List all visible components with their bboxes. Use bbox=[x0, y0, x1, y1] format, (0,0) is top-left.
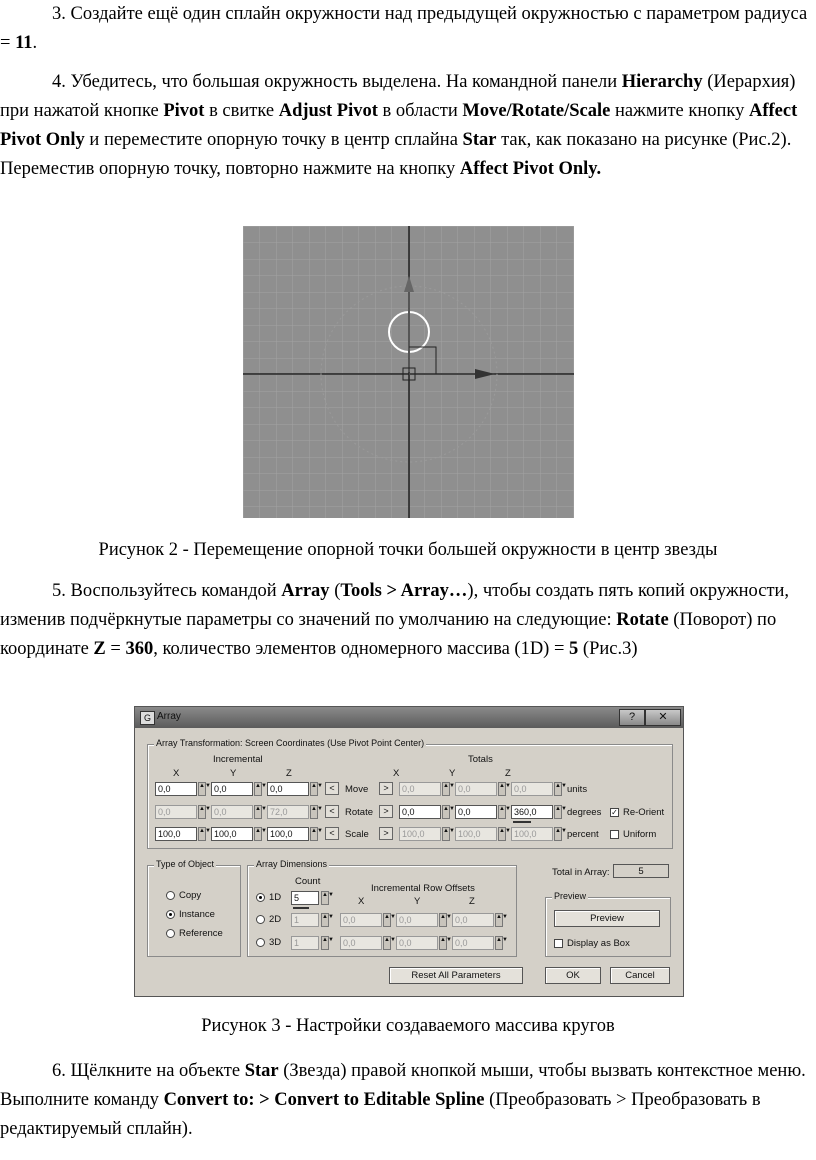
reorient-label: Re-Orient bbox=[623, 807, 665, 818]
scale-tot-y-spinner[interactable]: ▲▼ bbox=[498, 827, 506, 841]
scale-inc-z-field[interactable]: 100,0 bbox=[267, 827, 309, 841]
ok-button[interactable]: OK bbox=[545, 967, 601, 984]
dim-1d-radio[interactable] bbox=[256, 893, 265, 902]
dim-2d-label: 2D bbox=[269, 914, 282, 925]
rot-tot-y-field[interactable]: 0,0 bbox=[455, 805, 497, 819]
rot-tot-z-field[interactable]: 360,0 bbox=[511, 805, 553, 819]
para6-text-3: (Преобразовать > Преобразовать в редактируемый сплайн). bbox=[0, 1090, 761, 1139]
para5-rotate: Rotate bbox=[616, 610, 669, 630]
offset-3d-x-spinner[interactable]: ▲▼ bbox=[383, 936, 391, 950]
offset-3d-z-spinner[interactable]: ▲▼ bbox=[495, 936, 503, 950]
para5-z: Z bbox=[93, 639, 106, 659]
off-z-header: Z bbox=[469, 896, 475, 907]
incremental-label: Incremental bbox=[213, 754, 263, 765]
para4-hierarchy: Hierarchy bbox=[621, 72, 703, 92]
para4-text-2: (Иерархия) при нажатой кнопке bbox=[0, 72, 796, 121]
totals-label: Totals bbox=[468, 754, 493, 765]
offset-2d-x-spinner[interactable]: ▲▼ bbox=[383, 913, 391, 927]
count-1d-field[interactable]: 5 bbox=[291, 891, 319, 905]
tot-z-header: Z bbox=[505, 768, 511, 779]
para3-text-1: 3. Создайте ещё один сплайн окружности над предыдущей окружностью с параметром радиуса = bbox=[0, 4, 808, 53]
offset-3d-x-field[interactable]: 0,0 bbox=[340, 936, 382, 950]
type-legend: Type of Object bbox=[156, 859, 215, 869]
dim-3d-label: 3D bbox=[269, 937, 282, 948]
count-1d-spinner[interactable]: ▲▼ bbox=[321, 891, 329, 905]
scale-tot-z-field[interactable]: 100,0 bbox=[511, 827, 553, 841]
move-tot-x-field[interactable]: 0,0 bbox=[399, 782, 441, 796]
uniform-label: Uniform bbox=[623, 829, 657, 840]
para4-affect-pivot-only: Affect Pivot Only bbox=[0, 101, 798, 150]
rot-inc-x-field[interactable]: 0,0 bbox=[155, 805, 197, 819]
off-x-header: X bbox=[358, 896, 365, 907]
paragraph-step-5 bbox=[0, 577, 812, 664]
inc-z-header: Z bbox=[286, 768, 292, 779]
count-2d-spinner[interactable]: ▲▼ bbox=[321, 913, 329, 927]
offset-2d-x-field[interactable]: 0,0 bbox=[340, 913, 382, 927]
move-tot-y-spinner[interactable]: ▲▼ bbox=[498, 782, 506, 796]
dim-1d-label: 1D bbox=[269, 892, 282, 903]
move-tot-x-spinner[interactable]: ▲▼ bbox=[442, 782, 450, 796]
para5-text-7: (Рис.3) bbox=[578, 639, 638, 659]
rot-tot-y-spinner[interactable]: ▲▼ bbox=[498, 805, 506, 819]
close-button[interactable]: ✕ bbox=[645, 709, 681, 726]
scale-right-arrow[interactable]: > bbox=[379, 827, 393, 840]
caption-figure-3: Рисунок 3 - Настройки создаваемого массива кругов bbox=[201, 1016, 615, 1036]
para4-move-rotate-scale: Move/Rotate/Scale bbox=[462, 101, 611, 121]
transform-legend: Array Transformation: Screen Coordinates (Use Pivot Point Center) bbox=[156, 738, 425, 748]
para4-affect-pivot-only-2: Affect Pivot Only. bbox=[459, 159, 602, 179]
offset-2d-z-field[interactable]: 0,0 bbox=[452, 913, 494, 927]
para6-text-2: (Звезда) правой кнопкой мыши, чтобы вызвать контекстное меню. Выполните команду bbox=[0, 1061, 806, 1110]
scale-inc-x-field[interactable]: 100,0 bbox=[155, 827, 197, 841]
paragraph-step-6 bbox=[0, 1057, 812, 1144]
units-label: units bbox=[567, 784, 588, 795]
count-1d-underline bbox=[293, 907, 309, 909]
dialog-title: Array bbox=[157, 711, 181, 722]
move-tot-y-field[interactable]: 0,0 bbox=[455, 782, 497, 796]
tot-y-header: Y bbox=[449, 768, 456, 779]
move-inc-y-spinner[interactable]: ▲▼ bbox=[254, 782, 262, 796]
rotate-right-arrow[interactable]: > bbox=[379, 805, 393, 818]
viewport-figure bbox=[243, 226, 574, 518]
rot-tot-x-spinner[interactable]: ▲▼ bbox=[442, 805, 450, 819]
para4-text-1: 4. Убедитесь, что большая окружность выделена. На командной панели bbox=[52, 72, 622, 92]
array-dialog bbox=[134, 706, 684, 997]
reorient-checkbox[interactable]: ✓ bbox=[611, 808, 618, 817]
move-inc-x-spinner[interactable]: ▲▼ bbox=[198, 782, 206, 796]
rotate-left-arrow[interactable]: < bbox=[325, 805, 339, 818]
move-left-arrow[interactable]: < bbox=[325, 782, 339, 795]
dims-legend: Array Dimensions bbox=[256, 859, 328, 869]
offset-2d-y-field[interactable]: 0,0 bbox=[396, 913, 438, 927]
paragraph-step-4 bbox=[0, 68, 812, 184]
scale-left-arrow[interactable]: < bbox=[325, 827, 339, 840]
copy-radio[interactable] bbox=[166, 891, 175, 900]
para4-text-6: и переместите опорную точку в центр сплайна bbox=[84, 130, 463, 150]
scale-tot-z-spinner[interactable]: ▲▼ bbox=[554, 827, 562, 841]
total-in-array-value: 5 bbox=[613, 864, 669, 878]
count-2d-field[interactable]: 1 bbox=[291, 913, 319, 927]
reset-all-parameters-button[interactable]: Reset All Parameters bbox=[389, 967, 523, 984]
scale-inc-z-spinner[interactable]: ▲▼ bbox=[310, 827, 318, 841]
offset-3d-y-spinner[interactable]: ▲▼ bbox=[439, 936, 447, 950]
instance-radio[interactable] bbox=[166, 910, 175, 919]
total-in-array-label: Total in Array: bbox=[552, 867, 610, 878]
copy-label: Copy bbox=[179, 890, 202, 901]
offset-3d-z-field[interactable]: 0,0 bbox=[452, 936, 494, 950]
dialog-titlebar[interactable] bbox=[135, 707, 683, 728]
scale-inc-y-field[interactable]: 100,0 bbox=[211, 827, 253, 841]
preview-button[interactable]: Preview bbox=[554, 910, 660, 927]
para4-text-4: в области bbox=[377, 101, 463, 121]
rot-tot-z-spinner[interactable]: ▲▼ bbox=[554, 805, 562, 819]
dim-2d-radio[interactable] bbox=[256, 915, 265, 924]
uniform-checkbox[interactable] bbox=[610, 830, 619, 839]
para4-text-3: в свитке bbox=[204, 101, 279, 121]
rot-inc-y-field[interactable]: 0,0 bbox=[211, 805, 253, 819]
move-inc-z-spinner[interactable]: ▲▼ bbox=[310, 782, 318, 796]
off-y-header: Y bbox=[414, 896, 421, 907]
rot-inc-y-spinner[interactable]: ▲▼ bbox=[254, 805, 262, 819]
app-icon: G bbox=[140, 711, 155, 725]
move-tot-z-spinner[interactable]: ▲▼ bbox=[554, 782, 562, 796]
help-button[interactable]: ? bbox=[619, 709, 645, 726]
scale-label: Scale bbox=[345, 829, 369, 840]
dim-3d-radio[interactable] bbox=[256, 938, 265, 947]
para5-count-5: 5 bbox=[569, 639, 579, 659]
scale-inc-y-spinner[interactable]: ▲▼ bbox=[254, 827, 262, 841]
scale-tot-x-spinner[interactable]: ▲▼ bbox=[442, 827, 450, 841]
move-inc-z-field[interactable]: 0,0 bbox=[267, 782, 309, 796]
paragraph-step-3 bbox=[0, 0, 812, 58]
para4-text-5: нажмите кнопку bbox=[610, 101, 749, 121]
para5-text-4: (Поворот) по координате bbox=[0, 610, 777, 659]
move-label: Move bbox=[345, 784, 369, 795]
count-3d-spinner[interactable]: ▲▼ bbox=[321, 936, 329, 950]
para5-text-3: ), чтобы создать пять копий окружности, изменив подчёркнутые параметры со значений по умолчанию на следующие: bbox=[0, 581, 790, 630]
count-3d-field[interactable]: 1 bbox=[291, 936, 319, 950]
degrees-label: degrees bbox=[567, 807, 602, 818]
para5-text-5: = bbox=[105, 639, 126, 659]
count-label: Count bbox=[295, 876, 321, 887]
row-offsets-label: Incremental Row Offsets bbox=[371, 883, 475, 894]
reference-label: Reference bbox=[179, 928, 223, 939]
para5-text-6: , количество элементов одномерного массива (1D) = bbox=[153, 639, 570, 659]
tot-x-header: X bbox=[393, 768, 400, 779]
percent-label: percent bbox=[567, 829, 599, 840]
para4-adjust-pivot: Adjust Pivot bbox=[278, 101, 378, 121]
instance-label: Instance bbox=[179, 909, 215, 920]
move-inc-y-field[interactable]: 0,0 bbox=[211, 782, 253, 796]
para5-360: 360 bbox=[125, 639, 154, 659]
para3-radius-value: 11 bbox=[15, 33, 33, 53]
scale-tot-y-field[interactable]: 100,0 bbox=[455, 827, 497, 841]
scale-inc-x-spinner[interactable]: ▲▼ bbox=[198, 827, 206, 841]
para5-text-2: ( bbox=[329, 581, 341, 601]
scale-tot-x-field[interactable]: 100,0 bbox=[399, 827, 441, 841]
inc-x-header: X bbox=[173, 768, 180, 779]
para4-pivot: Pivot bbox=[163, 101, 205, 121]
para5-array: Array bbox=[281, 581, 330, 601]
para3-text-2: . bbox=[32, 33, 38, 53]
offset-2d-z-spinner[interactable]: ▲▼ bbox=[495, 913, 503, 927]
offset-2d-y-spinner[interactable]: ▲▼ bbox=[439, 913, 447, 927]
preview-legend: Preview bbox=[554, 891, 587, 901]
rot-inc-z-spinner[interactable]: ▲▼ bbox=[310, 805, 318, 819]
inc-y-header: Y bbox=[230, 768, 237, 779]
rot-z-underline bbox=[513, 821, 531, 823]
display-as-box-label: Display as Box bbox=[567, 938, 630, 949]
caption-figure-2: Рисунок 2 - Перемещение опорной точки большей окружности в центр звезды bbox=[98, 540, 718, 560]
para4-text-7: так, как показано на рисунке (Рис.2). Переместив опорную точку, повторно нажмите на кнопку bbox=[0, 130, 792, 179]
rotate-label: Rotate bbox=[345, 807, 373, 818]
cancel-button[interactable]: Cancel bbox=[610, 967, 670, 984]
para6-text-1: 6. Щёлкните на объекте bbox=[52, 1061, 245, 1081]
offset-3d-y-field[interactable]: 0,0 bbox=[396, 936, 438, 950]
move-tot-z-field[interactable]: 0,0 bbox=[511, 782, 553, 796]
viewport-drawing bbox=[243, 226, 574, 518]
rot-tot-x-field[interactable]: 0,0 bbox=[399, 805, 441, 819]
move-right-arrow[interactable]: > bbox=[379, 782, 393, 795]
para5-tools-array: Tools > Array… bbox=[340, 581, 468, 601]
reference-radio[interactable] bbox=[166, 929, 175, 938]
display-as-box-checkbox[interactable] bbox=[554, 939, 563, 948]
move-inc-x-field[interactable]: 0,0 bbox=[155, 782, 197, 796]
para6-star: Star bbox=[244, 1061, 279, 1081]
para5-text-1: 5. Воспользуйтесь командой bbox=[52, 581, 282, 601]
rot-inc-z-field[interactable]: 72,0 bbox=[267, 805, 309, 819]
para4-star: Star bbox=[462, 130, 497, 150]
para6-convert-command: Convert to: > Convert to Editable Spline bbox=[163, 1090, 485, 1110]
rot-inc-x-spinner[interactable]: ▲▼ bbox=[198, 805, 206, 819]
